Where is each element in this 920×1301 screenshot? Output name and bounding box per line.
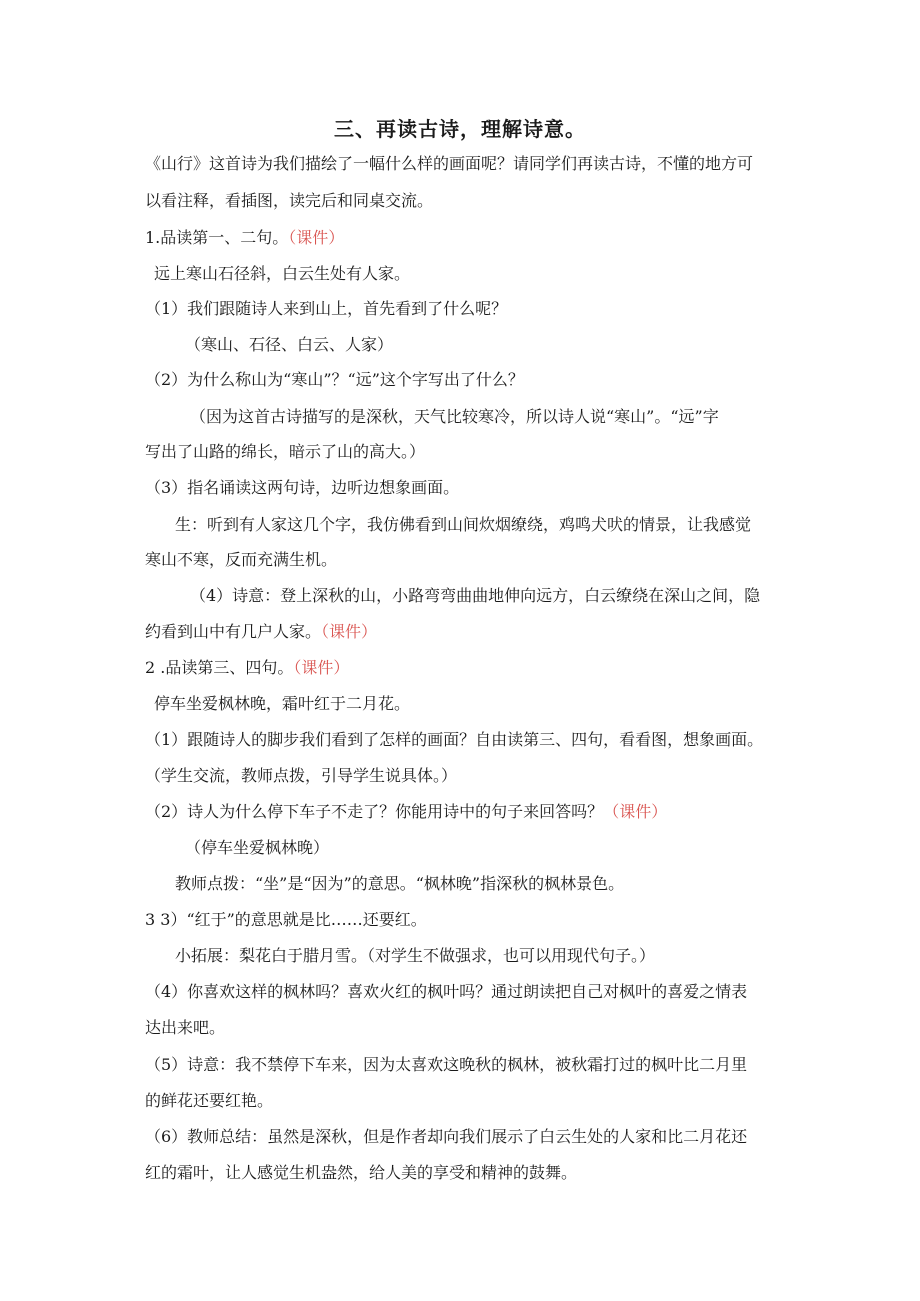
section2-heading-text: 2 .品读第三、四句。: [145, 658, 294, 677]
section1-question-4-line-2-text: 约看到山中有几户人家。: [145, 622, 322, 641]
intro-line-1: 《山行》这首诗为我们描绘了一幅什么样的画面呢？请同学们再读古诗，不懂的地方可: [145, 154, 754, 173]
section2-question-5-line-1: （5）诗意：我不禁停下车来，因为太喜欢这晚秋的枫林，被秋霜打过的枫叶比二月里: [145, 1055, 748, 1074]
section1-student-line-2: 寒山不寒，反而充满生机。: [145, 550, 338, 569]
section2-heading: [145, 658, 349, 678]
section1-student-line-1: 生：听到有人家这几个字，我仿佛看到山间炊烟缭绕，鸡鸣犬吠的情景，让我感觉: [175, 515, 752, 534]
section2-question-5-line-2: 的鲜花还要红艳。: [145, 1091, 274, 1110]
intro-line-2: 以看注释，看插图，读完后和同桌交流。: [145, 191, 434, 210]
section1-question-2: （2）为什么称山为“寒山”？“远”这个字写出了什么？: [145, 370, 524, 389]
section1-question-3: （3）指名诵读这两句诗，边听边想象画面。: [145, 478, 460, 497]
section1-answer-1: （寒山、石径、白云、人家）: [185, 335, 394, 354]
section1-question-1: （1）我们跟随诗人来到山上，首先看到了什么呢？: [145, 299, 508, 318]
section2-question-2-text: （2）诗人为什么停下车子不走了？你能用诗中的句子来回答吗？: [145, 802, 604, 821]
section2-question-2: [145, 802, 667, 822]
section1-heading: [145, 228, 344, 248]
section1-answer-2-line-2: 写出了山路的绵长，暗示了山的高大。）: [145, 442, 426, 461]
section2-heading-note: （课件）: [293, 658, 350, 677]
section2-question-4-line-1: （4）你喜欢这样的枫林吗？喜欢火红的枫叶吗？通过朗读把自己对枫叶的喜爱之情表: [145, 982, 748, 1001]
section1-question-4-note: （课件）: [321, 622, 378, 641]
section2-question-2-note: （课件）: [603, 802, 668, 821]
section1-answer-2-line-1: （因为这首古诗描写的是深秋，天气比较寒冷，所以诗人说“寒山”。“远”字: [190, 407, 719, 426]
section1-heading-note: （课件）: [288, 228, 345, 247]
section2-question-6-line-2: 红的霜叶，让人感觉生机盎然，给人美的享受和精神的鼓舞。: [145, 1163, 578, 1182]
section1-poem: 远上寒山石径斜，白云生处有人家。: [154, 264, 411, 283]
section2-question-6-line-1: （6）教师总结：虽然是深秋，但是作者却向我们展示了白云生处的人家和比二月花还: [145, 1127, 748, 1146]
section2-question-1: （1）跟随诗人的脚步我们看到了怎样的画面？自由读第三、四句，看看图，想象画面。: [145, 730, 764, 749]
section1-heading-text: 1.品读第一、二句。: [145, 228, 289, 247]
section2-extension: 小拓展：梨花白于腊月雪。（对学生不做强求，也可以用现代句子。）: [175, 946, 656, 965]
section1-question-4-line-1: （4）诗意：登上深秋的山，小路弯弯曲曲地伸向远方，白云缭绕在深山之间，隐: [190, 586, 761, 605]
section2-poem: 停车坐爱枫林晚，霜叶红于二月花。: [154, 694, 411, 713]
section-title: 三、再读古诗，理解诗意。: [334, 117, 586, 141]
section2-question-4-line-2: 达出来吧。: [145, 1018, 226, 1037]
section2-answer-1: （学生交流，教师点拨，引导学生说具体。）: [145, 766, 458, 785]
section2-teacher-note: 教师点拨：“坐”是“因为”的意思。“枫林晚”指深秋的枫林景色。: [175, 874, 625, 893]
section1-question-4-line-2: [145, 622, 377, 642]
section2-answer-2: （停车坐爱枫林晚）: [185, 838, 330, 857]
section2-question-3: 3 3）“红于”的意思就是比……还要红。: [145, 910, 427, 929]
